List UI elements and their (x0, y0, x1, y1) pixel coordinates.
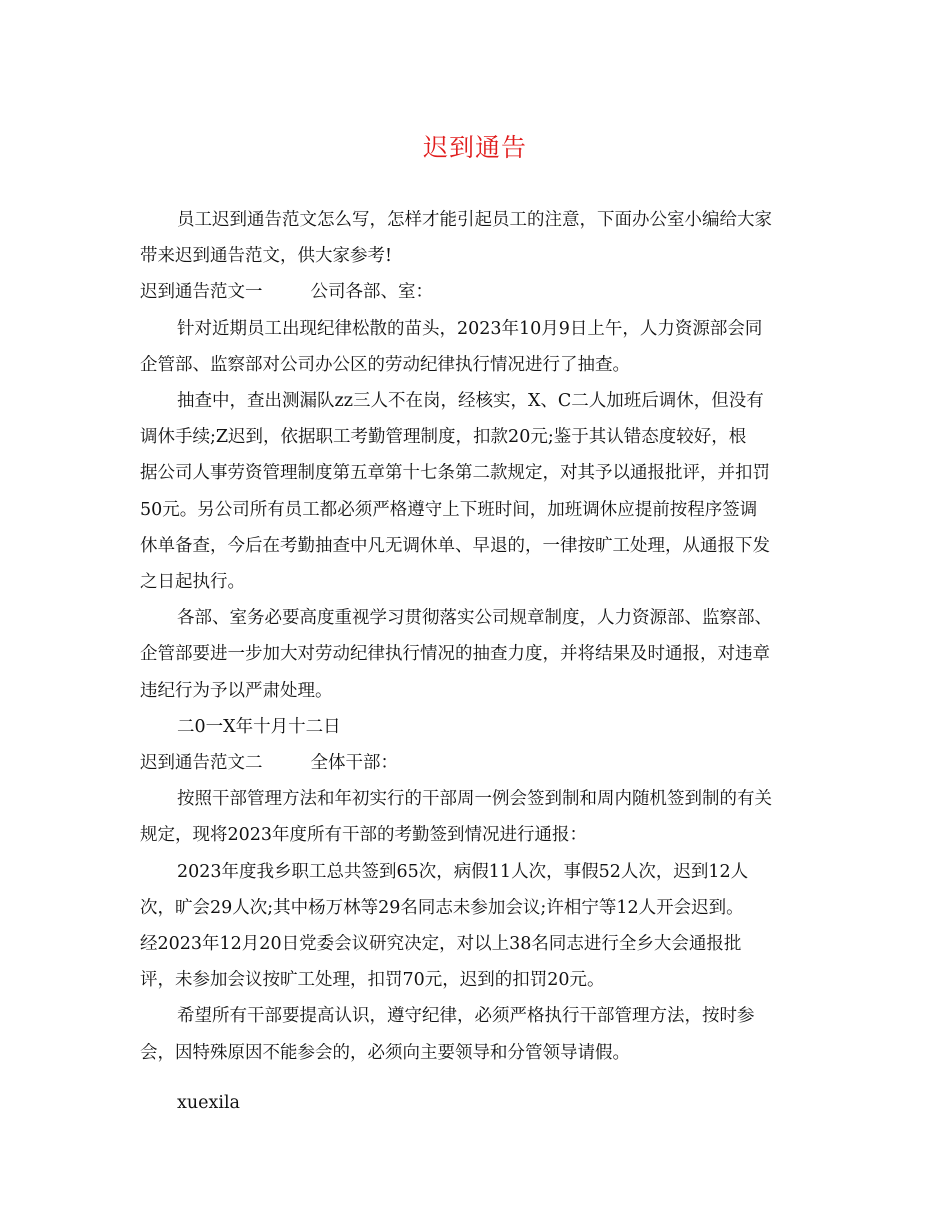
text-line: 2023年度我乡职工总共签到65次，病假11人次，事假52人次，迟到12人 (177, 861, 749, 882)
sample-two-paragraph-1 (140, 781, 810, 853)
sample-one-paragraph-3 (140, 600, 810, 709)
text-line: 经2023年12月20日党委会议研究决定，对以上38名同志进行全乡大会通报批 (140, 934, 742, 955)
sample-two-label: 迟到通告范文二 (140, 753, 263, 774)
text-line: 50元。另公司所有员工都必须严格遵守上下班时间，加班调休应提前按程序签调 (140, 499, 758, 520)
sample-two-paragraph-2 (140, 854, 810, 999)
text-line: 希望所有干部要提高认识，遵守纪律，必须严格执行干部管理方法，按时参 (177, 1006, 755, 1027)
sample-two-heading (140, 745, 810, 781)
sample-one-date: 二0一X年十月十二日 (177, 716, 341, 737)
text-line: 休单备查，今后在考勤抽查中凡无调休单、早退的，一律按旷工处理，从通报下发 (140, 535, 770, 556)
footer-text: xuexila (177, 1092, 240, 1113)
text-line: 企管部、监察部对公司办公区的劳动纪律执行情况进行了抽查。 (140, 354, 630, 375)
sample-two-paragraph-3 (140, 998, 810, 1070)
text-line: 针对近期员工出现纪律松散的苗头，2023年10月9日上午，人力资源部会同 (177, 318, 763, 339)
document-body (140, 202, 810, 1121)
sample-two-addressee: 全体干部： (310, 753, 398, 774)
sample-one-heading (140, 274, 810, 310)
text-line: 抽查中，查出测漏队zz三人不在岗，经核实，X、C二人加班后调休，但没有 (177, 391, 764, 412)
sample-one-label: 迟到通告范文一 (140, 282, 263, 303)
text-line: 规定，现将2023年度所有干部的考勤签到情况进行通报： (140, 825, 588, 846)
text-line: 企管部要进一步加大对劳动纪律执行情况的抽查力度，并将结果及时通报，对违章 (140, 644, 770, 665)
text-line: 据公司人事劳资管理制度第五章第十七条第二款规定，对其予以通报批评，并扣罚 (140, 463, 770, 484)
text-line: 按照干部管理方法和年初实行的干部周一例会签到制和周内随机签到制的有关 (177, 789, 772, 810)
text-line: 会，因特殊原因不能参会的，必须向主要领导和分管领导请假。 (140, 1042, 630, 1063)
text-line: 员工迟到通告范文怎么写，怎样才能引起员工的注意，下面办公室小编给大家 (177, 210, 772, 230)
text-line: 违纪行为予以严肃处理。 (140, 680, 333, 701)
document-title: 迟到通告 (422, 133, 527, 162)
text-line: 带来迟到通告范文，供大家参考! (140, 246, 393, 267)
text-line: 之日起执行。 (140, 572, 245, 593)
text-line: 调休手续;Z迟到，依据职工考勤管理制度，扣款20元;鉴于其认错态度较好，根 (140, 427, 747, 448)
text-line: 各部、室务必要高度重视学习贯彻落实公司规章制度，人力资源部、监察部、 (177, 608, 772, 629)
text-line: 次，旷会29人次;其中杨万林等29名同志未参加会议;许相宁等12人开会迟到。 (140, 897, 744, 918)
intro-paragraph (140, 202, 810, 274)
text-line: 评，未参加会议按旷工处理，扣罚70元，迟到的扣罚20元。 (140, 970, 605, 991)
sample-one-paragraph-1 (140, 311, 810, 383)
sample-one-paragraph-2 (140, 383, 810, 600)
sample-one-addressee: 公司各部、室： (310, 282, 433, 303)
